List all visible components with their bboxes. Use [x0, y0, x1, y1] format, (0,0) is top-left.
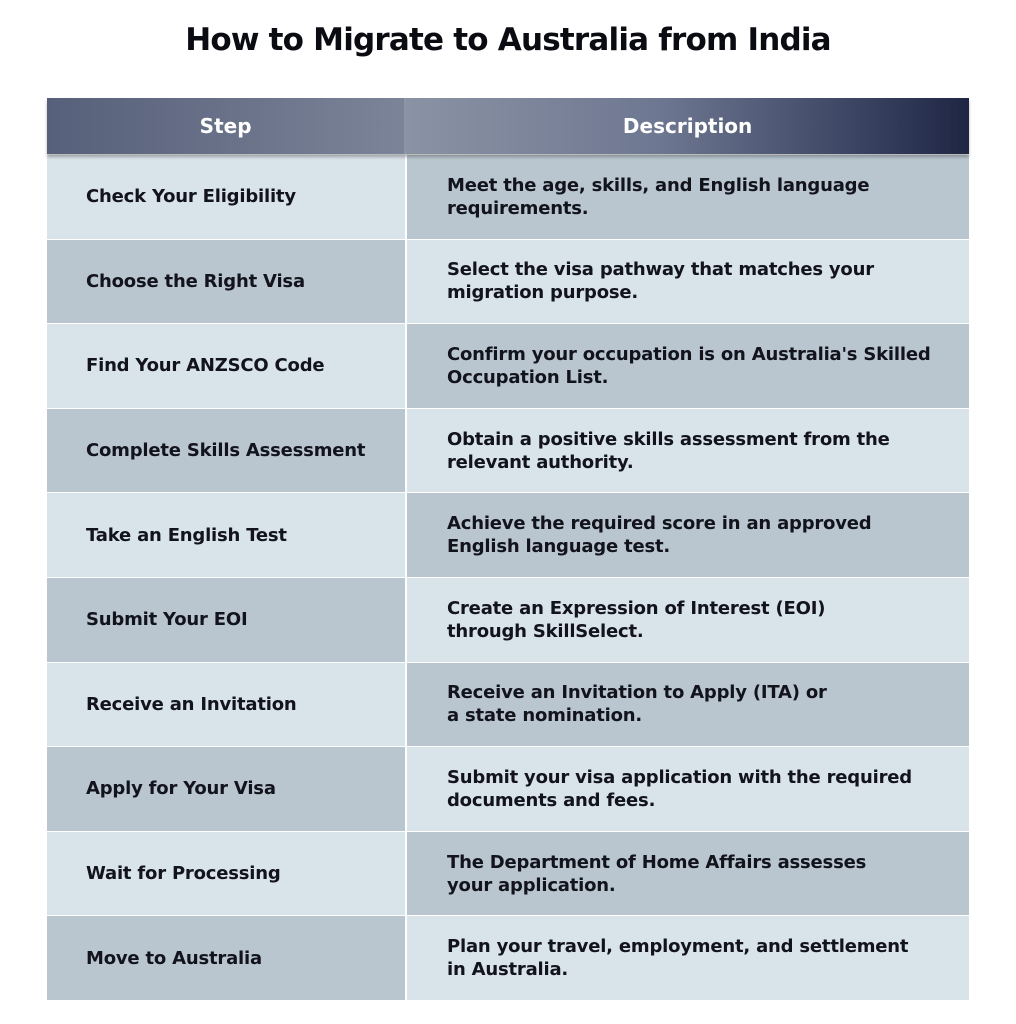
description-cell: Achieve the required score in an approved English language test.	[405, 493, 969, 577]
page-title: How to Migrate to Australia from India	[185, 22, 831, 58]
description-cell: The Department of Home Affairs assesses your application.	[405, 832, 969, 916]
description-cell: Select the visa pathway that matches your migration purpose.	[405, 240, 969, 324]
table-row	[47, 408, 969, 493]
migration-steps-table	[47, 98, 969, 1000]
step-cell: Check Your Eligibility	[47, 155, 405, 239]
table-row	[47, 831, 969, 916]
step-cell: Apply for Your Visa	[47, 747, 405, 831]
table-row	[47, 154, 969, 239]
table-row	[47, 492, 969, 577]
step-cell: Complete Skills Assessment	[47, 409, 405, 493]
step-cell: Receive an Invitation	[47, 663, 405, 747]
table-row	[47, 577, 969, 662]
description-cell: Plan your travel, employment, and settlement in Australia.	[405, 916, 969, 1000]
step-cell: Wait for Processing	[47, 832, 405, 916]
table-row	[47, 915, 969, 1000]
description-cell: Obtain a positive skills assessment from the relevant authority.	[405, 409, 969, 493]
column-header-description: Description	[404, 98, 969, 154]
step-cell: Find Your ANZSCO Code	[47, 324, 405, 408]
column-header-step: Step	[47, 98, 404, 154]
step-cell: Take an English Test	[47, 493, 405, 577]
description-cell: Create an Expression of Interest (EOI) through SkillSelect.	[405, 578, 969, 662]
table-row	[47, 746, 969, 831]
description-cell: Submit your visa application with the required documents and fees.	[405, 747, 969, 831]
step-cell: Choose the Right Visa	[47, 240, 405, 324]
description-cell: Confirm your occupation is on Australia's Skilled Occupation List.	[405, 324, 969, 408]
table-header	[47, 98, 969, 154]
table-row	[47, 662, 969, 747]
table-row	[47, 323, 969, 408]
table-row	[47, 239, 969, 324]
description-cell: Receive an Invitation to Apply (ITA) or a state nomination.	[405, 663, 969, 747]
step-cell: Submit Your EOI	[47, 578, 405, 662]
description-cell: Meet the age, skills, and English language requirements.	[405, 155, 969, 239]
step-cell: Move to Australia	[47, 916, 405, 1000]
